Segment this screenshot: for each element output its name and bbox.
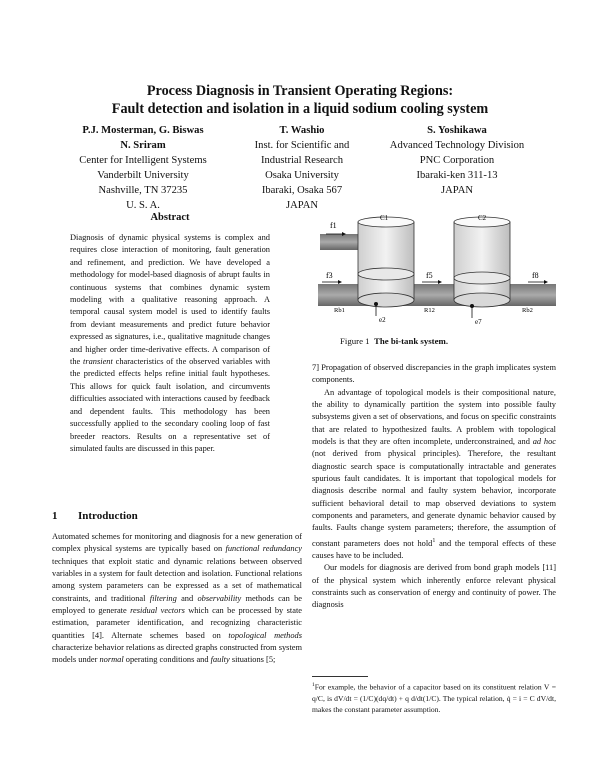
affiliation-line: Osaka University <box>265 170 339 181</box>
label-c1: C1 <box>380 214 389 222</box>
title-line-2: Fault detection and isolation in a liquid sodium cooling system <box>111 101 489 117</box>
author-block-2 <box>236 123 368 213</box>
caption-number: Figure 1 <box>340 336 370 346</box>
section-heading <box>52 510 138 522</box>
paragraph-text: (not derived from physical principles). Therefore, the resultant diagnostic search space is computationally intractable and generates spurious fault candidates. It is important that topological models for diagnosis describe normal and faulty system behavior, incorporate sufficient behavioral detail to map observed deviations to system components and parameters, and generate dynamic behavior caused by faults. Faults change system parameters; therefore, the assumption of constant parameters does not hold <box>312 449 556 548</box>
author-names: T. Washio <box>279 125 325 136</box>
label-rb1: Rb1 <box>334 307 345 314</box>
label-f1: f1 <box>330 221 337 230</box>
intro-emphasis: faulty <box>210 655 230 665</box>
bottom-pipe <box>318 284 556 306</box>
tank-c1 <box>358 217 414 307</box>
abstract-text: Diagnosis of dynamic physical systems is complex and requires close interaction of monitoring, fault generation and refinement, and prediction. We have developed a methodology for model-based diagnosis of abrupt faults in continuous systems that combines dynamic system modeling with a qualitative reasoning approach. A temporal causal system model is used to identify faults from deviant measurements and predict future behavior expressed as signatures, i.e., qualitative magnitude changes and higher order time-derivative effects. A comparison of the <box>70 233 270 367</box>
bi-tank-figure <box>318 212 556 330</box>
title-line-1: Process Diagnosis in Transient Operating Regions: <box>146 83 454 99</box>
label-e2: e2 <box>379 316 386 324</box>
footnote <box>312 680 556 715</box>
author-names: S. Yoshikawa <box>427 125 487 136</box>
affiliation-line: Inst. for Scientific and <box>254 140 350 151</box>
intro-text: which can be processed by state estimation, parameter identification, and recognizing characteristic quantities [4]. Alternate schemes based on <box>52 606 302 640</box>
intro-text: characterize behavior relations as directed graphs constructed from system models under <box>52 643 302 665</box>
affiliation-line: Vanderbilt University <box>97 170 189 181</box>
right-column <box>312 362 556 612</box>
figure-caption <box>340 336 448 346</box>
affiliation-line: Center for Intelligent Systems <box>79 155 207 166</box>
paragraph-text: An advantage of topological models is their compositional nature, the ability to dynamically partition the system into possible faulty subsystems given a set of observations, and focus on specific constraints that are related to hypothesized faults. A problem with topological models is that they are often incomplete, underconstrained, and <box>312 387 556 447</box>
label-e7: e7 <box>475 318 482 326</box>
author-names: N. Sriram <box>120 140 166 151</box>
paragraph-emphasis: ad hoc <box>532 437 557 447</box>
abstract-emphasis: transient <box>83 357 113 367</box>
paragraph: Our models for diagnosis are derived from bond graph models [11] of the physical system which inherently enforce relevant physical constraints such as conservation of energy and continuity of power. The diagnosis <box>312 563 556 610</box>
intro-text: Automated schemes for monitoring and diagnosis for a new generation of complex physical systems are typically based on <box>52 532 302 554</box>
intro-text: and <box>176 593 198 603</box>
author-block-1 <box>52 123 234 213</box>
footnote-text: For example, the behavior of a capacitor based on its constituent relation V = q/C, is dV/dt = (1/C)(dq/dt) + q d/dt(1/C). The typical relation, q̇ = i = C dV/dt, makes the constant parameter assumption. <box>312 682 556 714</box>
affiliation-line: Ibaraki-ken 311-13 <box>416 170 498 181</box>
caption-text: The bi-tank system. <box>373 336 449 346</box>
abstract-text: characteristics of the observed variables with the predicted effects helps refine initial fault hypotheses. This allows for quick fault isolation, and circumvents difficulties associated with interactions caused by feedback and dependent faults. This methodology has been successfully applied to the secondary cooling loop of fast breeder reactors. Results on a representative set of simulated faults are discussed in this paper. <box>70 357 271 453</box>
author-names: P.J. Mosterman, G. Biswas <box>82 125 204 136</box>
label-c2: C2 <box>478 214 487 222</box>
intro-emphasis: filtering <box>149 593 177 603</box>
label-r12: R12 <box>424 307 435 314</box>
author-block-3 <box>370 123 544 198</box>
abstract-heading: Abstract <box>150 212 190 223</box>
footnote-rule <box>312 676 368 677</box>
tank-c2 <box>454 217 510 307</box>
intro-text: situations [5; <box>229 655 276 665</box>
paragraph <box>312 387 556 563</box>
section-number: 1 <box>52 510 58 522</box>
affiliation-line: Ibaraki, Osaka 567 <box>261 185 343 196</box>
footnote-ref: 1 <box>432 537 436 544</box>
label-f8: f8 <box>532 271 539 280</box>
paragraph: 7] Propagation of observed discrepancies in the graph implicates system components. <box>312 363 556 385</box>
affiliation-line: Nashville, TN 37235 <box>98 185 188 196</box>
paragraph-text: and the temporal effects of these causes have to be included. <box>312 538 556 560</box>
affiliation-line: U. S. A. <box>126 200 160 211</box>
intro-paragraph <box>52 531 302 667</box>
label-rb2: Rb2 <box>522 307 533 314</box>
affiliation-line: JAPAN <box>441 185 473 196</box>
abstract-body <box>70 232 270 455</box>
intro-text: techniques that exploit static and dynamic relations between observed variables in a system for fault detection and isolation. Functional relations among system parameters can be expressed as a set of mathematical constraints, and traditional <box>52 556 302 603</box>
label-f3: f3 <box>326 271 333 280</box>
affiliation-line: JAPAN <box>286 200 318 211</box>
paper-title <box>0 82 600 118</box>
intro-emphasis: normal <box>99 655 124 665</box>
label-f5: f5 <box>426 271 433 280</box>
intro-text: operating conditions and <box>123 655 211 665</box>
intro-emphasis: residual vectors <box>130 606 185 616</box>
intro-text: methods can be employed to generate <box>52 593 302 616</box>
intro-emphasis: functional redundancy <box>225 544 303 554</box>
footnote-mark: 1 <box>312 682 315 688</box>
section-title: Introduction <box>78 510 138 522</box>
affiliation-line: Industrial Research <box>260 155 344 166</box>
affiliation-line: Advanced Technology Division <box>389 140 525 151</box>
intro-emphasis: topological methods <box>228 630 302 640</box>
affiliation-line: PNC Corporation <box>419 155 495 166</box>
intro-emphasis: observability <box>197 593 242 603</box>
